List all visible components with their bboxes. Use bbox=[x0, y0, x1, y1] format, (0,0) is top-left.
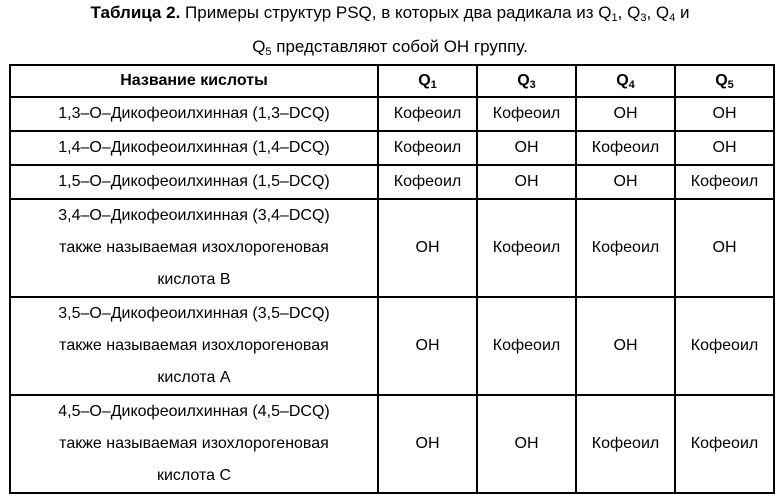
acid-name-line: кислота B bbox=[157, 271, 231, 288]
cell-q3: Кофеоил bbox=[477, 199, 576, 297]
header-name: Название кислоты bbox=[10, 65, 378, 97]
header-q4: $Q_4$ bbox=[576, 65, 675, 97]
cell-q1: Кофеоил bbox=[378, 165, 477, 199]
caption-sep-1: , Q bbox=[617, 3, 641, 22]
acid-name-line: 1,5–O–Дикофеоилхинная (1,5–DCQ) bbox=[58, 173, 330, 190]
header-q3: $Q_3$ bbox=[477, 65, 576, 97]
cell-acid-name bbox=[10, 165, 378, 199]
acids-table bbox=[9, 64, 775, 494]
cell-q5: Кофеоил bbox=[675, 165, 774, 199]
cell-q5: Кофеоил bbox=[675, 395, 774, 493]
caption-label: Таблица 2. bbox=[90, 3, 181, 22]
cell-q1: OH bbox=[378, 199, 477, 297]
cell-acid-name bbox=[10, 131, 378, 165]
cell-q1: Кофеоил bbox=[378, 97, 477, 131]
cell-q4: OH bbox=[576, 97, 675, 131]
table-row bbox=[10, 297, 774, 395]
cell-q4: Кофеоил bbox=[576, 395, 675, 493]
table-caption-line-2 bbox=[0, 37, 780, 57]
table-row bbox=[10, 395, 774, 493]
cell-acid-name bbox=[10, 97, 378, 131]
acid-name-line: также называемая изохлорогеновая bbox=[59, 337, 329, 354]
caption-text-2: представляют собой ОН группу. bbox=[271, 37, 528, 56]
caption-and: и bbox=[675, 3, 690, 22]
acid-name-line: 1,3–O–Дикофеоилхинная (1,3–DCQ) bbox=[58, 105, 330, 122]
acid-name-line: 4,5–O–Дикофеоилхинная (4,5–DCQ) bbox=[58, 403, 330, 420]
cell-acid-name bbox=[10, 297, 378, 395]
cell-q5: OH bbox=[675, 97, 774, 131]
caption-text: Примеры структур PSQ, в которых два радикала из Q bbox=[185, 3, 612, 22]
cell-q1: OH bbox=[378, 297, 477, 395]
caption-sep-2: , Q bbox=[646, 3, 670, 22]
caption-sub-5: 5 bbox=[265, 46, 272, 58]
table-row bbox=[10, 199, 774, 297]
cell-q4: OH bbox=[576, 165, 675, 199]
cell-q1: Кофеоил bbox=[378, 131, 477, 165]
table-row bbox=[10, 131, 774, 165]
caption-sub-3: 3 bbox=[640, 12, 647, 24]
cell-q5: OH bbox=[675, 131, 774, 165]
cell-acid-name bbox=[10, 199, 378, 297]
acid-name-line: кислота C bbox=[156, 467, 232, 484]
acid-name-line: 3,5–O–Дикофеоилхинная (3,5–DCQ) bbox=[58, 305, 330, 322]
cell-q3: Кофеоил bbox=[477, 97, 576, 131]
acid-name-line: также называемая изохлорогеновая bbox=[59, 239, 329, 256]
table-row bbox=[10, 165, 774, 199]
header-q1: $Q_1$ bbox=[378, 65, 477, 97]
acid-name-line: 1,4–O–Дикофеоилхинная (1,4–DCQ) bbox=[58, 139, 330, 156]
table-caption-line-1 bbox=[0, 3, 780, 23]
cell-q4: OH bbox=[576, 297, 675, 395]
cell-q4: Кофеоил bbox=[576, 199, 675, 297]
table-row bbox=[10, 97, 774, 131]
table-header-row bbox=[10, 65, 774, 97]
acid-name-line: 3,4–O–Дикофеоилхинная (3,4–DCQ) bbox=[58, 207, 330, 224]
acid-name-line: также называемая изохлорогеновая bbox=[59, 435, 329, 452]
cell-acid-name bbox=[10, 395, 378, 493]
cell-q1: OH bbox=[378, 395, 477, 493]
cell-q3: OH bbox=[477, 131, 576, 165]
cell-q3: OH bbox=[477, 165, 576, 199]
cell-q3: OH bbox=[477, 395, 576, 493]
caption-q5-letter: Q bbox=[252, 37, 266, 56]
header-q5: $Q_5$ bbox=[675, 65, 774, 97]
cell-q5: OH bbox=[675, 199, 774, 297]
caption-sub-4: 4 bbox=[669, 12, 676, 24]
acid-name-line: кислота A bbox=[157, 369, 231, 386]
cell-q3: Кофеоил bbox=[477, 297, 576, 395]
table-body bbox=[10, 97, 774, 493]
cell-q4: Кофеоил bbox=[576, 131, 675, 165]
cell-q5: Кофеоил bbox=[675, 297, 774, 395]
caption-sub-1: 1 bbox=[611, 12, 618, 24]
